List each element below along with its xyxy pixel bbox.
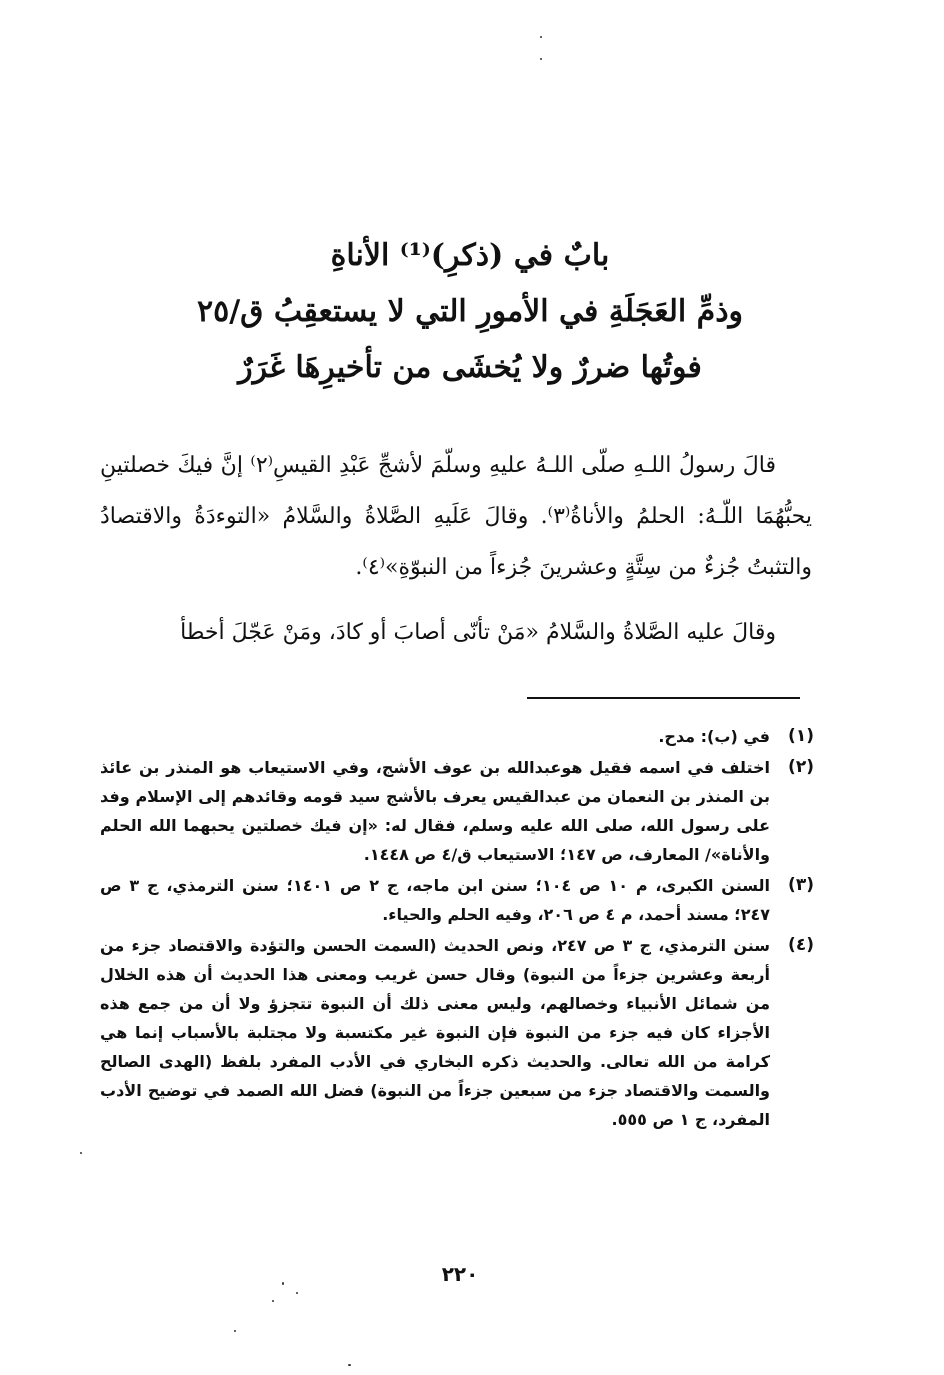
footnote-separator (527, 697, 800, 699)
scan-speck (282, 1282, 284, 1285)
footnotes (100, 722, 814, 1136)
footnote-text: اختلف في اسمه فقيل هوعبدالله بن عوف الأشج، وفي الاستيعاب هو المنذر بن عائذ بن المنذر بن النعمان من عبدالقيس يعرف بالأشج سيد قومه وقائدهم إلى الإسلام وفد على رسول الله، صلى الله عليه وسلم، فقال له: «إن فيك خصلتين يحبهما الله الحلم والأناة»/ المعارف، ص ١٤٧؛ الاستيعاب ق/٤ ص ١٤٤٨. (100, 758, 770, 864)
scan-speck (272, 1300, 274, 1302)
scan-speck (540, 36, 542, 38)
scan-speck (234, 1330, 236, 1332)
footnote-4 (100, 931, 814, 1134)
footnote-text: السنن الكبرى، م ١٠ ص ١٠٤؛ سنن ابن ماجه، ج ٢ ص ١٤٠١؛ سنن الترمذي، ج ٣ ص ٢٤٧؛ مسند أحمد، م ٤ ص ٢٠٦، وفيه الحلم والحياء. (100, 876, 771, 924)
footnote-2 (100, 753, 814, 869)
scan-speck (80, 1152, 82, 1154)
main-text (100, 440, 812, 658)
footnote-text: سنن الترمذي، ج ٣ ص ٢٤٧، ونص الحديث (السمت الحسن والتؤدة والاقتصاد جزء من أربعة وعشرين جزءاً من النبوة) وقال حسن غريب ومعنى هذا الحديث أن هذه الخلال من شمائل الأنبياء وخصالهم، وليس معنى ذلك أن النبوة تتجزؤ ولا أن من جمع هذه الأجزاء كان فيه جزء من النبوة فإن النبوة غير مكتسبة ولا مجتلبة بالأسباب إنما هي كرامة من الله تعالى. والحديث ذكره البخاري في الأدب المفرد بلفظ (الهدى الصالح والسمت والاقتصاد جزء من سبعين جزءاً من النبوة) فضل الله الصمد في توضيح الأدب المفرد، ج ١ ص ٥٥٥. (100, 936, 771, 1129)
footnote-number: (٤) (788, 935, 814, 955)
body-paragraph-1: قالَ رسولُ اللـهِ صلّى اللـهُ عليهِ وسلّمَ لأشجِّ عَبْدِ القيسِ⁽٢⁾ إنَّ فيكَ خصلتينِ يحبُّهُمَا اللّـهُ: الحلمُ والأناةُ⁽٣⁾. وقالَ عَلَيهِ الصَّلاةُ والسَّلامُ «التوءدَةُ والاقتصادُ والتثبتُ جُزءٌ من سِتَّةٍ وعشرينَ جُزءاً من النبوّةِ»⁽٤⁾. (100, 453, 812, 580)
footnote-3 (100, 871, 814, 929)
footnote-number: (٢) (788, 757, 814, 777)
heading-line-1: بابٌ في (ذكرِ)⁽¹⁾ الأناةِ (330, 238, 610, 273)
scan-speck (348, 1364, 351, 1366)
footnote-text: في (ب): مدح. (658, 727, 770, 746)
chapter-heading (120, 228, 820, 396)
footnote-1 (100, 722, 814, 751)
footnote-number: (١) (788, 726, 814, 746)
page-number: ٢٢٠ (441, 1262, 479, 1286)
footnote-number: (٣) (788, 875, 814, 895)
body-paragraph-2: وقالَ عليه الصَّلاةُ والسَّلامُ «مَنْ تأنّى أصابَ أو كادَ، ومَنْ عَجّلَ أخطأ (180, 620, 776, 645)
scan-speck (296, 1292, 298, 1294)
heading-line-2: وذمِّ العَجَلَةِ في الأمورِ التي لا يستعقِبُ ق/٢٥ (196, 294, 744, 329)
heading-line-3: فوتُها ضررٌ ولا يُخشَى من تأخيرِهَا غَرَرٌ (238, 350, 702, 385)
scan-speck (540, 58, 542, 60)
